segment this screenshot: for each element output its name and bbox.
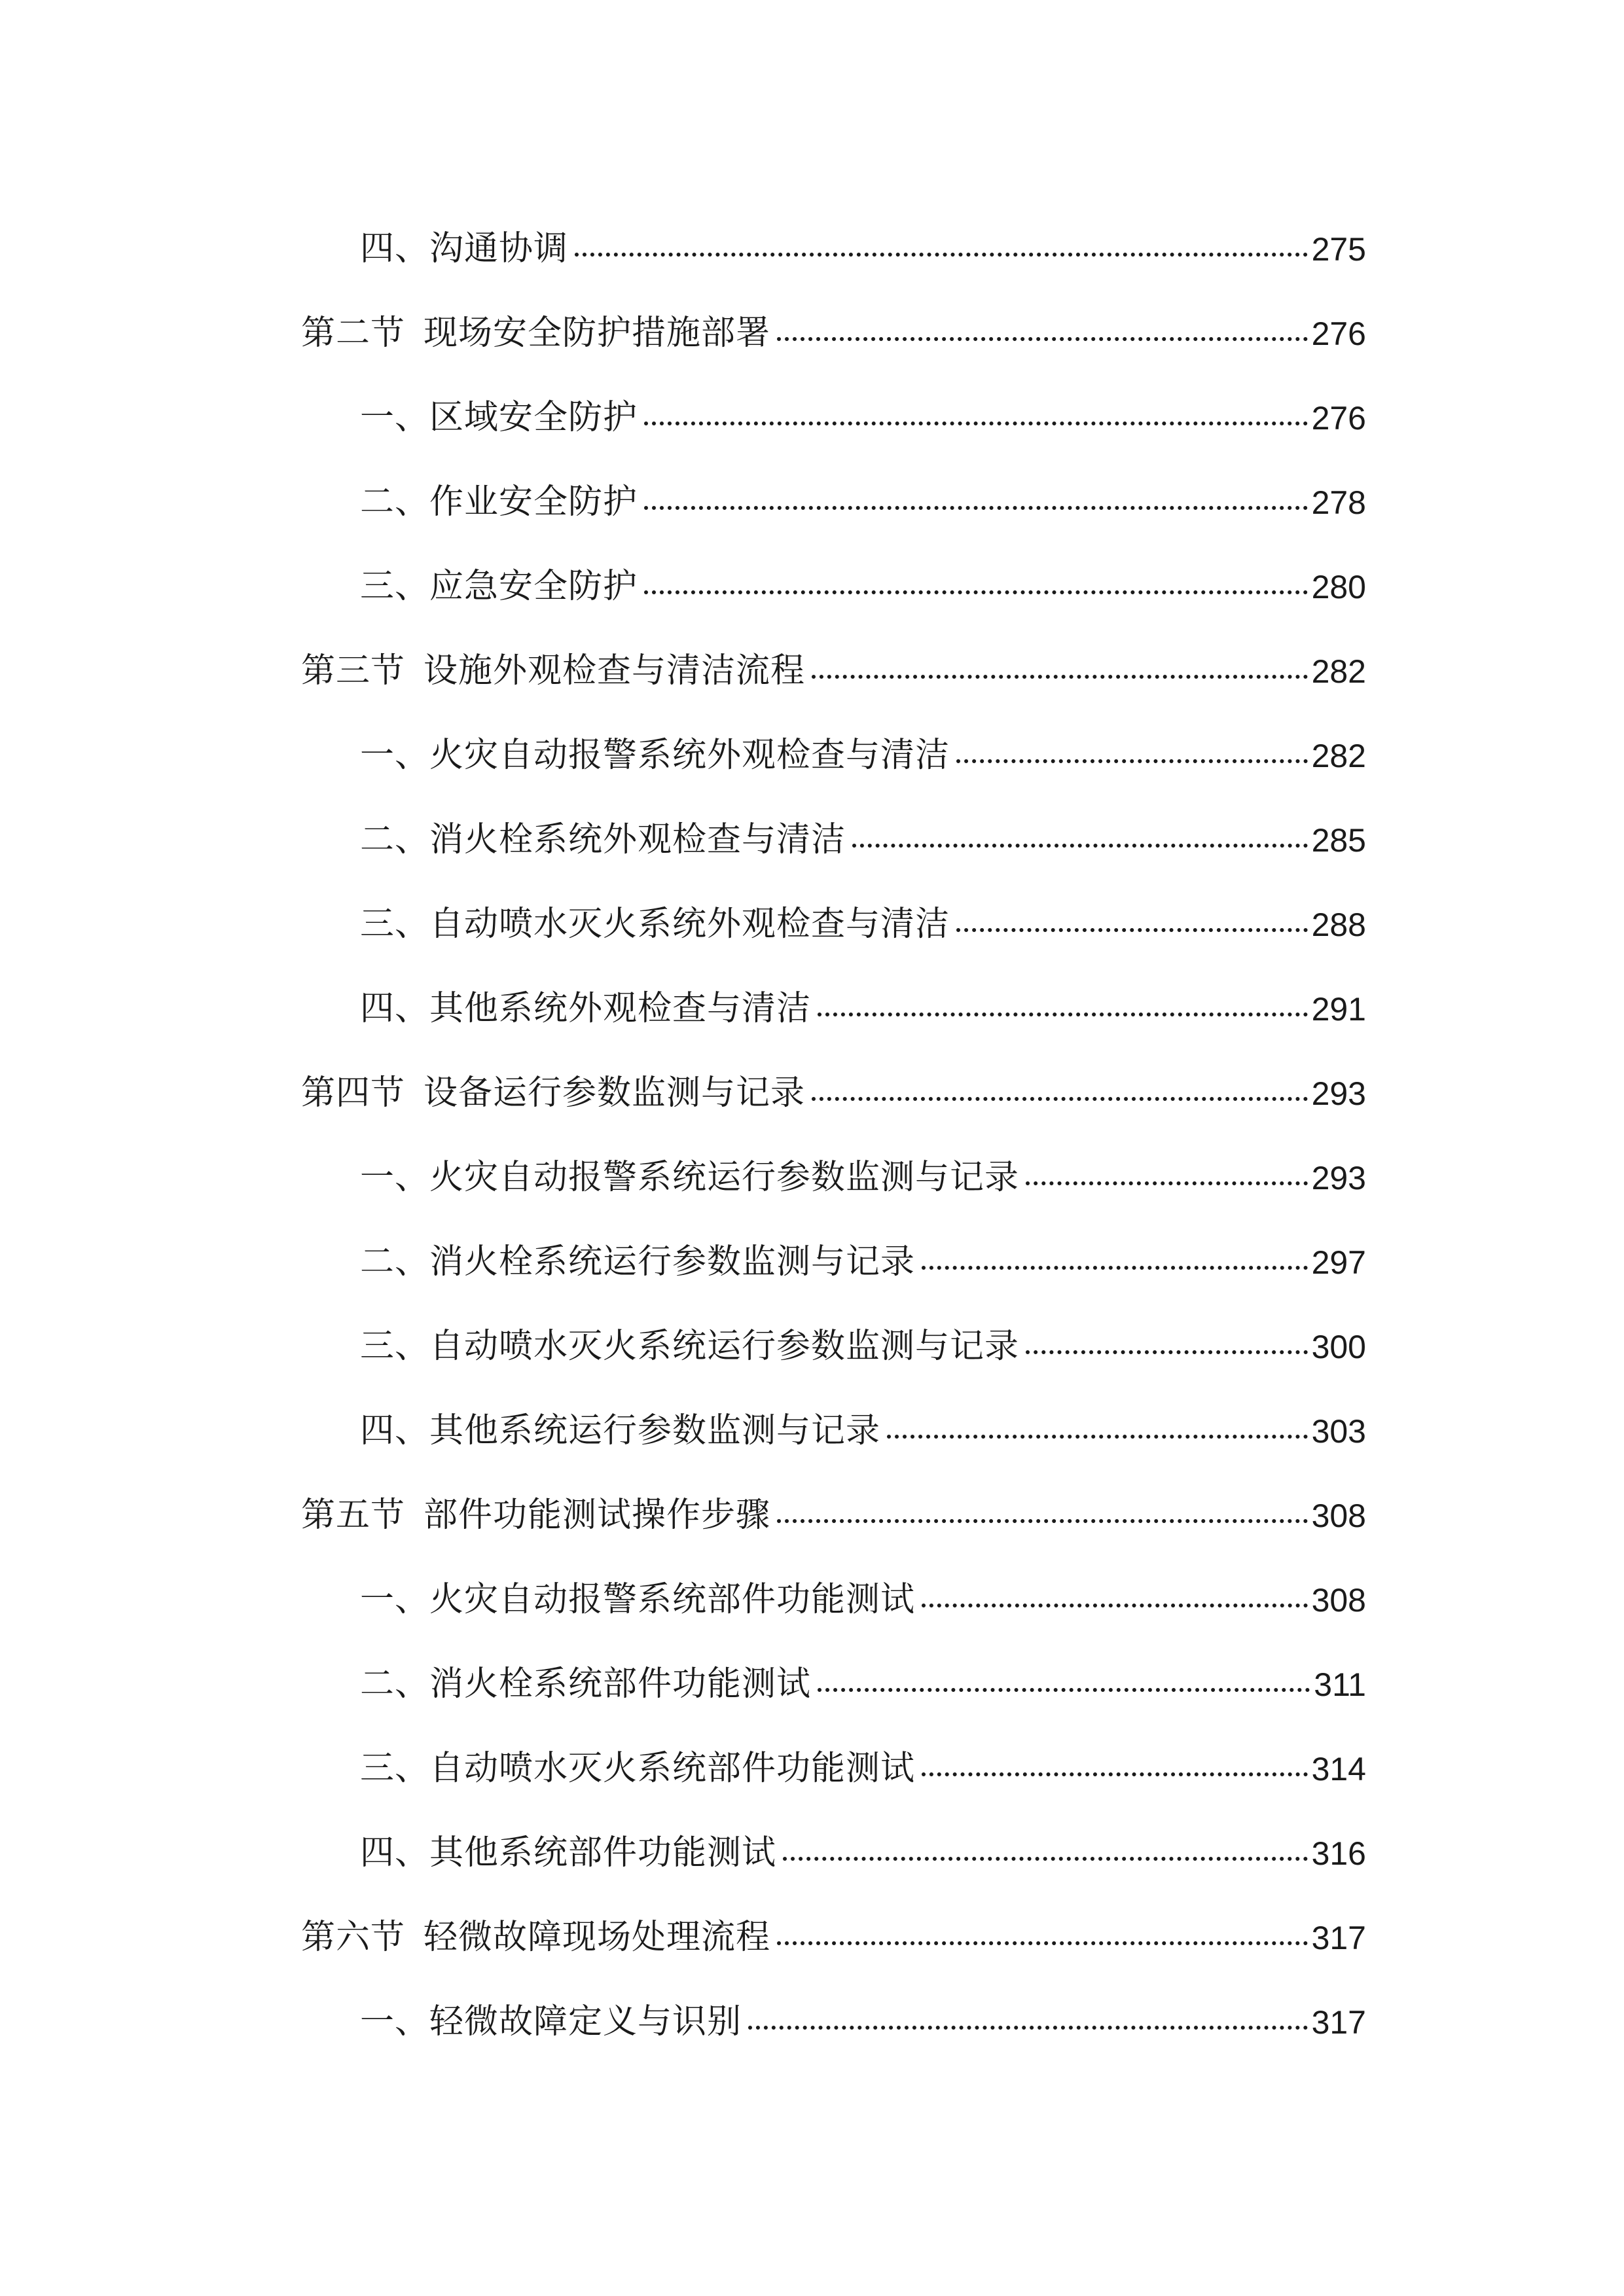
- toc-entry-title: 轻微故障现场处理流程: [424, 1918, 771, 1957]
- toc-entry-page: 288: [1311, 906, 1366, 943]
- toc-entry-page: 278: [1311, 484, 1366, 521]
- toc-entry-line: [301, 291, 1366, 358]
- toc-entry-page: 280: [1311, 569, 1366, 605]
- toc-entry-page: 311: [1314, 1666, 1366, 1703]
- toc-entry-title: 轻微故障定义与识别: [429, 2002, 742, 2041]
- toc-entry-line: [360, 967, 1366, 1033]
- toc-entry-prefix: 第四节: [301, 1073, 406, 1113]
- toc-entry-line: [301, 1895, 1366, 1962]
- toc-entry[interactable]: [0, 1136, 1624, 1197]
- toc-entry-page: 317: [1311, 2004, 1366, 2041]
- toc-entry-prefix: 第二节: [301, 314, 406, 353]
- toc-entry-line: [360, 798, 1366, 865]
- toc-leader-dots: [1026, 1350, 1308, 1354]
- toc-leader-dots: [922, 1604, 1308, 1607]
- toc-leader-dots: [956, 759, 1308, 763]
- toc-entry-page: 276: [1311, 315, 1366, 352]
- toc-entry-page: 317: [1311, 1920, 1366, 1956]
- toc-entry-prefix: 一、: [360, 1580, 430, 1619]
- toc-entry-line: [360, 1558, 1366, 1624]
- toc-entry[interactable]: [0, 882, 1624, 944]
- toc-entry-line: [360, 1304, 1366, 1371]
- toc-entry-prefix: 四、: [360, 1833, 430, 1873]
- toc-entry[interactable]: [0, 1980, 1624, 2039]
- toc-entry-page: 316: [1311, 1835, 1366, 1872]
- toc-entry-title: 自动喷水灭火系统部件功能测试: [429, 1749, 916, 1788]
- toc-entry-line: [301, 629, 1366, 696]
- toc-entry-line: [360, 882, 1366, 949]
- toc-entry-page: 297: [1311, 1244, 1366, 1281]
- toc-entry-line: [360, 1642, 1366, 1709]
- toc-entry-page: 282: [1311, 653, 1366, 690]
- toc-entry[interactable]: [0, 967, 1624, 1026]
- toc-entry-line: [360, 1389, 1366, 1456]
- toc-entry[interactable]: [0, 798, 1624, 857]
- toc-entry-page: 275: [1311, 231, 1366, 268]
- toc-leader-dots: [644, 422, 1308, 425]
- toc-entry[interactable]: [0, 1220, 1624, 1282]
- toc-entry-prefix: 第五节: [301, 1496, 406, 1535]
- toc-entry-title: 部件功能测试操作步骤: [424, 1496, 771, 1535]
- toc-leader-dots: [922, 1772, 1308, 1776]
- toc-entry[interactable]: [0, 291, 1624, 353]
- toc-entry[interactable]: [0, 1727, 1624, 1788]
- toc-entry-page: 276: [1311, 400, 1366, 437]
- toc-entry-prefix: 二、: [360, 482, 430, 522]
- toc-entry-title: 火灾自动报警系统部件功能测试: [429, 1580, 916, 1619]
- toc-entry-line: [301, 1473, 1366, 1540]
- toc-entry-title: 其他系统运行参数监测与记录: [429, 1411, 881, 1450]
- toc-entry[interactable]: [0, 1895, 1624, 1957]
- toc-entry-page: 293: [1311, 1075, 1366, 1112]
- toc-entry-line: [360, 545, 1366, 611]
- toc-entry-page: 282: [1311, 738, 1366, 774]
- toc-entry-title: 设施外观检查与清洁流程: [424, 651, 806, 691]
- toc-entry-page: 308: [1311, 1582, 1366, 1619]
- toc-entry-prefix: 一、: [360, 398, 430, 437]
- toc-entry-prefix: 一、: [360, 2002, 430, 2041]
- toc-entry-line: [360, 1220, 1366, 1287]
- toc-entry-prefix: 四、: [360, 1411, 430, 1450]
- toc-entry-title: 火灾自动报警系统外观检查与清洁: [429, 736, 950, 775]
- toc-entry-title: 设备运行参数监测与记录: [424, 1073, 806, 1113]
- toc-leader-dots: [922, 1266, 1308, 1270]
- toc-entry-page: 314: [1311, 1751, 1366, 1787]
- toc-entry-prefix: 三、: [360, 567, 430, 606]
- toc-entry-title: 消火栓系统外观检查与清洁: [429, 820, 846, 859]
- toc-entry[interactable]: [0, 460, 1624, 522]
- toc-entry-page: 303: [1311, 1413, 1366, 1450]
- toc-entry-line: [360, 713, 1366, 780]
- toc-entry-prefix: 三、: [360, 1327, 430, 1366]
- toc-entry[interactable]: [0, 629, 1624, 691]
- toc-entry-title: 区域安全防护: [429, 398, 638, 437]
- toc-entry-title: 沟通协调: [429, 229, 569, 268]
- toc-leader-dots: [1026, 1181, 1308, 1185]
- toc-leader-dots: [644, 590, 1308, 594]
- toc-leader-dots: [748, 2026, 1308, 2030]
- toc-entry-prefix: 三、: [360, 905, 430, 944]
- toc-leader-dots: [575, 253, 1308, 257]
- toc-leader-dots: [644, 506, 1308, 510]
- toc-entry-prefix: 第六节: [301, 1918, 406, 1957]
- toc-entry-prefix: 四、: [360, 229, 430, 268]
- toc-entry-prefix: 一、: [360, 1158, 430, 1197]
- toc-entry-line: [360, 1727, 1366, 1793]
- toc-entry-line: [360, 1136, 1366, 1202]
- toc-entry[interactable]: [0, 1473, 1624, 1535]
- toc-leader-dots: [777, 337, 1308, 341]
- toc-leader-dots: [777, 1519, 1308, 1523]
- toc-entry-title: 消火栓系统运行参数监测与记录: [429, 1242, 916, 1282]
- toc-entry-line: [360, 460, 1366, 527]
- toc-leader-dots: [812, 675, 1308, 679]
- toc-entry-title: 应急安全防护: [429, 567, 638, 606]
- toc-entry-title: 现场安全防护措施部署: [424, 314, 771, 353]
- toc-entry[interactable]: [0, 1558, 1624, 1617]
- toc-entry-prefix: 四、: [360, 989, 430, 1028]
- toc-entry-title: 自动喷水灭火系统外观检查与清洁: [429, 905, 950, 944]
- toc-leader-dots: [818, 1688, 1310, 1692]
- toc-leader-dots: [852, 844, 1308, 848]
- toc-leader-dots: [812, 1097, 1308, 1101]
- toc-entry-title: 消火栓系统部件功能测试: [429, 1664, 812, 1704]
- toc-entry[interactable]: [0, 545, 1624, 606]
- toc-entry-prefix: 二、: [360, 820, 430, 859]
- toc-entry[interactable]: [0, 1051, 1624, 1113]
- toc-leader-dots: [818, 1013, 1308, 1016]
- toc-entry-title: 火灾自动报警系统运行参数监测与记录: [429, 1158, 1020, 1197]
- toc-entry-page: 300: [1311, 1329, 1366, 1365]
- toc-leader-dots: [783, 1857, 1308, 1861]
- toc-entry-prefix: 三、: [360, 1749, 430, 1788]
- toc-leader-dots: [887, 1435, 1308, 1439]
- toc-entry[interactable]: [0, 376, 1624, 435]
- toc-entry-line: [360, 207, 1366, 274]
- toc-entry-page: 285: [1311, 822, 1366, 859]
- toc-entry[interactable]: [0, 207, 1624, 266]
- toc-entry[interactable]: [0, 1642, 1624, 1704]
- toc-entry-page: 293: [1311, 1160, 1366, 1196]
- toc-entry-title: 其他系统外观检查与清洁: [429, 989, 812, 1028]
- toc-entry[interactable]: [0, 1389, 1624, 1448]
- toc-entry-line: [360, 1811, 1366, 1878]
- toc-entry-prefix: 第三节: [301, 651, 406, 691]
- toc-entry-title: 作业安全防护: [429, 482, 638, 522]
- toc-entry-prefix: 一、: [360, 736, 430, 775]
- toc-entry[interactable]: [0, 1304, 1624, 1366]
- toc-entry-prefix: 二、: [360, 1242, 430, 1282]
- toc-entry-title: 其他系统部件功能测试: [429, 1833, 777, 1873]
- toc-entry-line: [360, 1980, 1366, 2047]
- toc-entry[interactable]: [0, 1811, 1624, 1873]
- toc-entry-line: [360, 376, 1366, 442]
- toc-entry-page: 291: [1311, 991, 1366, 1028]
- toc-entry-title: 自动喷水灭火系统运行参数监测与记录: [429, 1327, 1020, 1366]
- toc-leader-dots: [777, 1941, 1308, 1945]
- toc-entry[interactable]: [0, 713, 1624, 775]
- toc-entry-page: 308: [1311, 1498, 1366, 1534]
- toc-entry-line: [301, 1051, 1366, 1118]
- toc-leader-dots: [956, 928, 1308, 932]
- toc-entry-prefix: 二、: [360, 1664, 430, 1704]
